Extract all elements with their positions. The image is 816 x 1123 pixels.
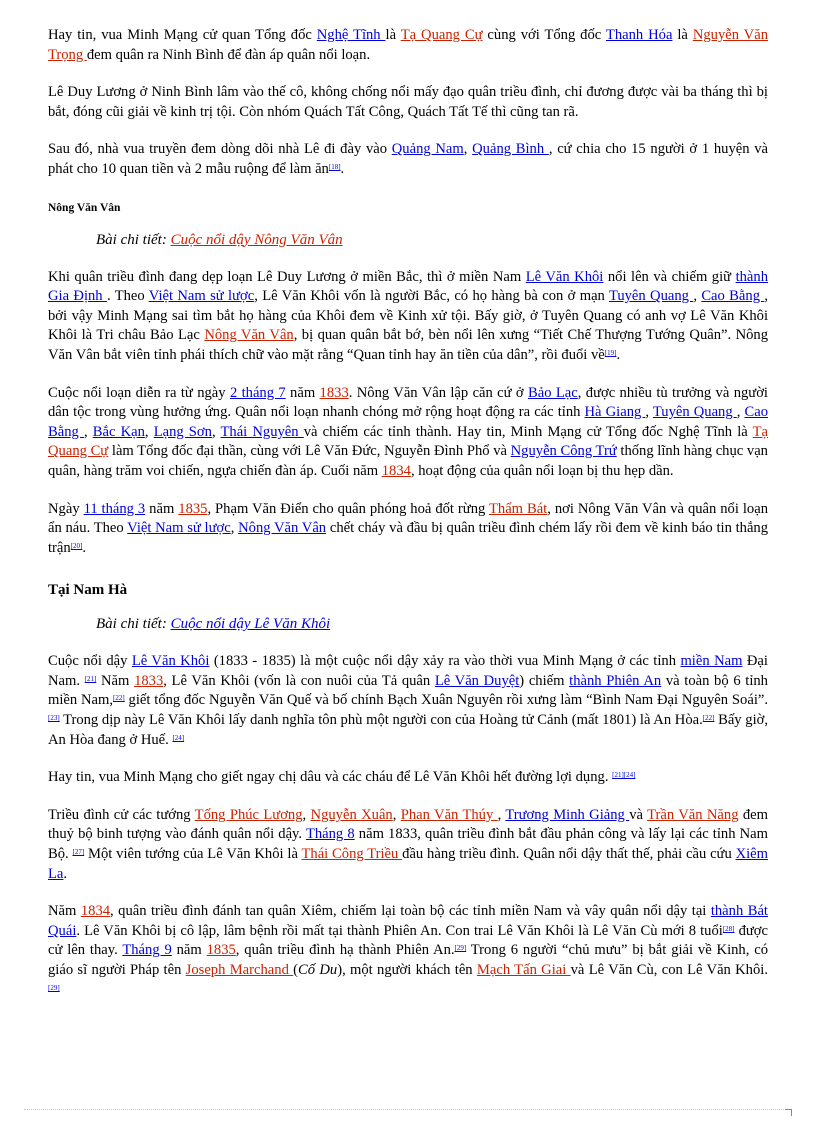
footnote-ref-19[interactable]: [19] [604, 348, 617, 357]
text: năm [171, 942, 207, 959]
text: Trong dịp này Lê Văn Khôi lấy danh nghĩa tôn phù một người con của Hoàng tử Cảnh (mất 1801) là An Hòa. [59, 712, 703, 729]
text: được cử lên thay. [48, 922, 768, 959]
footnote-ref-20[interactable]: [20] [70, 541, 83, 550]
text: giết tổng đốc Nguyễn Văn Quế và bố chính Bạch Xuân Nguyên rồi xưng làm “Bình Nam Đại Nguyên Soái”. [124, 692, 768, 709]
link-bac-kan[interactable]: Bắc Kạn [92, 423, 145, 440]
link-nguyen-xuan[interactable]: Nguyễn Xuân [310, 806, 393, 823]
page-footer-divider [24, 1109, 792, 1110]
text: , [463, 141, 473, 158]
footnote-ref-21[interactable]: [21] [84, 674, 97, 683]
link-cao-bang[interactable]: Cao Bằng [701, 288, 765, 305]
link-thang-9[interactable]: Tháng 9 [122, 942, 172, 959]
text: , Phạm Văn Điển cho quân phóng hoả đốt rừng [207, 500, 489, 517]
heading-nong-van-van: Nông Văn Vân [48, 201, 121, 214]
text: , [302, 806, 311, 823]
link-phan-van-thuy[interactable]: Phan Văn Thúy [400, 806, 498, 823]
footnote-ref-24[interactable]: [24] [172, 733, 185, 742]
link-1834[interactable]: 1834 [80, 903, 111, 920]
text: và [629, 806, 648, 823]
text: , [83, 423, 93, 440]
link-mien-nam[interactable]: miền Nam [680, 653, 743, 670]
text: Năm [48, 903, 81, 920]
link-cao-bang[interactable]: Cao Bằng [48, 404, 768, 440]
paragraph-siege-phien-an [48, 902, 768, 1000]
text: ( [293, 962, 299, 978]
text: năm [285, 384, 320, 401]
heading-tai-nam-ha: Tại Nam Hà [48, 582, 128, 599]
link-ta-quang-cu[interactable]: Tạ Quang Cự [400, 27, 483, 43]
detail-label: Bài chi tiết: [96, 616, 171, 633]
link-thai-cong-trieu[interactable]: Thái Công Triều [301, 846, 403, 863]
text: , được nhiều tù trưởng và người dân tộc trong vùng hưởng ứng. Quân nổi loạn nhanh chóng mở rộng hoạt động ra các tỉnh [48, 384, 768, 421]
detail-label: Bài chi tiết: [96, 231, 171, 248]
link-quang-binh[interactable]: Quảng Bình [472, 141, 549, 158]
text: . Nông Văn Vân lập căn cứ ở [348, 384, 529, 401]
text: , [645, 404, 653, 421]
link-2-thang-7[interactable]: 2 tháng 7 [229, 384, 286, 401]
document-page [48, 26, 768, 1000]
link-1833[interactable]: 1833 [134, 672, 164, 689]
paragraph-le-duy-luong [48, 83, 768, 122]
link-nong-van-van[interactable]: Nông Văn Vân [204, 327, 294, 344]
text: là [672, 27, 693, 43]
link-11-thang-3[interactable]: 11 tháng 3 [83, 500, 146, 517]
link-bao-lac[interactable]: Bảo Lạc [528, 384, 578, 401]
link-thanh-hoa[interactable]: Thanh Hóa [605, 27, 673, 43]
link-ta-quang-cu[interactable]: Tạ Quang Cự [48, 423, 769, 460]
link-ha-giang[interactable]: Hà Giang [584, 404, 646, 421]
link-cuoc-noi-day-le-van-khoi[interactable]: Cuộc nổi dậy Lê Văn Khôi [170, 616, 331, 633]
link-thanh-gia-dinh[interactable]: thành Gia Định [48, 268, 769, 305]
text: , [211, 423, 221, 440]
text: Cuộc nổi dậy [48, 653, 132, 670]
text: , bởi vậy Minh Mạng sai tìm bắt họ hàng của Khôi đem về Kinh xử tội. Bấy giờ, ở Tuyên Quang có anh vợ Lê Văn Khôi Khôi là Tri châu Bảo Lạc [48, 288, 768, 344]
footnote-ref-29[interactable]: [29] [48, 983, 60, 992]
paragraph-minh-mang-order [48, 768, 768, 788]
footnote-ref-23[interactable]: [23] [48, 714, 60, 723]
text: , [230, 520, 239, 537]
link-1835[interactable]: 1835 [206, 942, 236, 959]
text: (1833 - 1835) là một cuộc nổi dậy xảy ra vào thời vua Minh Mạng ở các tỉnh [209, 653, 681, 670]
text: . [63, 865, 68, 882]
text: , [392, 806, 401, 823]
link-joseph-marchand[interactable]: Joseph Marchand [185, 962, 294, 978]
text: Ngày [48, 500, 84, 517]
text: ), một người khách tên [337, 962, 477, 978]
link-thanh-phien-an[interactable]: thành Phiên An [569, 672, 662, 689]
link-le-van-duyet[interactable]: Lê Văn Duyệt [434, 672, 520, 689]
link-1835[interactable]: 1835 [178, 500, 208, 517]
link-lang-son[interactable]: Lạng Sơn [153, 423, 212, 440]
text: Đại Nam. [48, 653, 768, 689]
footnote-ref-28[interactable]: [28] [722, 924, 735, 933]
link-viet-nam-su-luoc[interactable]: Việt Nam sử lược [127, 520, 231, 537]
paragraph-generals [48, 806, 768, 884]
link-tong-phuc-luong[interactable]: Tống Phúc Lương [194, 806, 303, 823]
text: năm [145, 500, 179, 517]
text: Sau đó, nhà vua truyền đem dòng dõi nhà Lê đi đày vào [48, 141, 392, 158]
page-corner-mark [785, 1109, 792, 1116]
text: , hoạt động của quân nổi loạn bị thu hẹp dần. [410, 462, 674, 479]
link-thang-8[interactable]: Tháng 8 [305, 826, 355, 843]
text: ) chiếm [519, 672, 570, 689]
text: làm Tổng đốc đại thần, cùng với Lê Văn Đức, Nguyễn Đình Phổ và [108, 443, 511, 460]
link-nguyen-cong-tru[interactable]: Nguyễn Công Trứ [510, 443, 617, 460]
text: . [616, 346, 621, 363]
link-1834[interactable]: 1834 [381, 462, 411, 479]
link-xiem-la[interactable]: Xiêm La [48, 846, 769, 882]
paragraph-le-van-khoi-revolt [48, 652, 768, 750]
text: , bị quan quân bắt bớ, bèn nổi lên xưng “Tiết Chế Thượng Tướng Quân”. Nông Văn Vân bắt viên tỉnh phái thích chữ vào mặt rằng “Quan tỉnh hay ăn tiền của dân”, rồi đuổi về [48, 327, 769, 363]
text: , [144, 423, 154, 440]
text: Hay tin, vua Minh Mạng cho giết ngay chị dâu và các cháu để Lê Văn Khôi hết đường lợi dụng. [48, 769, 613, 786]
paragraph-uprising-spread [48, 384, 768, 482]
text: và chiếm các tỉnh thành. Hay tin, Minh Mạng cử Tổng đốc Nghệ Tĩnh là [303, 423, 753, 440]
text: , [736, 404, 745, 421]
text: đầu hàng triều đình. Quân nổi dậy thất thế, phải cầu cứu [402, 846, 736, 863]
link-tuyen-quang[interactable]: Tuyên Quang [608, 288, 694, 305]
text: , quân triều đình hạ thành Phiên An. [235, 942, 455, 959]
text: , [693, 288, 702, 305]
text: Năm [96, 672, 135, 689]
text: thống lĩnh hàng chục vạn quân, hàng trăm voi chiến, ngựa chiến đàn áp. Cuối năm [48, 443, 768, 479]
text: đem thuỷ bộ binh tượng vào đánh quân nổi dậy. [48, 806, 769, 843]
detail-note-nong-van-van [48, 230, 768, 250]
link-1833[interactable]: 1833 [319, 384, 349, 401]
text: Hay tin, vua Minh Mạng cử quan Tổng đốc [48, 27, 317, 43]
paragraph-minh-mang-dispatch [48, 26, 768, 65]
text: Bấy giờ, An Hòa đang ở Huế. [48, 712, 768, 748]
text: chết cháy và đầu bị quân triều đình chém lấy rồi đem về kinh báo tin thắng trận [48, 520, 769, 556]
link-le-van-khoi[interactable]: Lê Văn Khôi [131, 653, 210, 670]
text: . Lê Văn Khôi bị cô lập, lâm bệnh rồi mất tại thành Phiên An. Con trai Lê Văn Khôi là Lê Văn Cù mới 8 tuổi [76, 922, 723, 939]
text: Trong 6 người “chủ mưu” bị bắt giải về Kinh, có giáo sĩ người Pháp tên [48, 942, 768, 978]
text: Triều đình cử các tướng [48, 806, 195, 823]
footnote-ref-29[interactable]: [29] [454, 944, 467, 953]
link-cuoc-noi-day-nong-van-van[interactable]: Cuộc nổi dậy Nông Văn Vân [170, 231, 343, 248]
link-mach-tan-giai[interactable]: Mạch Tấn Giai [476, 962, 571, 978]
link-truong-minh-giang[interactable]: Trương Minh Giảng [505, 806, 630, 823]
text: nổi lên và chiếm giữ [603, 268, 736, 285]
text: cùng với Tổng đốc [482, 27, 606, 43]
text: , nơi Nông Văn Vân và quân nổi loạn ẩn náu. Theo [48, 500, 768, 537]
text: và toàn bộ 6 tỉnh miền Nam, [48, 672, 768, 709]
text: , [497, 806, 506, 823]
text: là [385, 27, 401, 43]
footnote-ref-27[interactable]: [27] [72, 848, 85, 857]
text: đem quân ra Ninh Bình để đàn áp quân nổi loạn. [86, 46, 371, 63]
text: Khi quân triều đình đang dẹp loạn Lê Duy Lương ở miền Bắc, thì ở miền Nam [48, 268, 526, 285]
link-nghe-tinh[interactable]: Nghệ Tĩnh [316, 27, 386, 43]
paragraph-tham-bat [48, 500, 768, 559]
paragraph-le-van-khoi-rise [48, 268, 768, 366]
text-co-du: Cố Du [298, 962, 338, 978]
footnote-ref-22[interactable]: [22] [702, 714, 715, 723]
text: , Lê Văn Khôi vốn là người Bắc, có họ hàng bà con ở mạn [254, 288, 609, 305]
text: . Theo [106, 288, 149, 305]
link-tuyen-quang[interactable]: Tuyên Quang [652, 404, 737, 421]
text: , cứ chia cho 15 người ở 1 huyện và phát cho 10 quan tiền và 2 mẫu ruộng để làm ăn [48, 141, 768, 177]
text: . [82, 539, 87, 556]
link-nong-van-van[interactable]: Nông Văn Vân [238, 520, 327, 537]
paragraph-exile [48, 140, 768, 179]
footnote-ref-18[interactable]: [18] [328, 162, 341, 171]
footnote-ref-22[interactable]: [22] [113, 694, 125, 703]
link-nguyen-van-trong[interactable]: Nguyễn Văn Trọng [48, 27, 768, 63]
footnote-ref-21-24[interactable]: [21][24] [612, 771, 636, 780]
text: Lê Duy Lương ở Ninh Bình lâm vào thế cô, không chống nổi mấy đạo quân triều đình, chỉ đương được vài ba tháng thì bị bắt, đóng cũi giải về kinh trị tội. Còn nhóm Quách Tất Công, Quách Tất Tế thì cũng tan rã. [48, 84, 768, 120]
link-thai-nguyen[interactable]: Thái Nguyên [220, 423, 304, 440]
link-le-van-khoi[interactable]: Lê Văn Khôi [525, 268, 604, 285]
text: năm 1833, quân triều đình bắt đầu phản công và lấy lại các tỉnh Nam Bộ. [48, 826, 769, 863]
text: . [340, 160, 345, 177]
text: Một viên tướng của Lê Văn Khôi là [84, 846, 302, 863]
text: , Lê Văn Khôi (vốn là con nuôi của Tả quân [163, 672, 435, 689]
link-quang-nam[interactable]: Quảng Nam [391, 141, 464, 158]
text: và Lê Văn Cù, con Lê Văn Khôi. [570, 962, 768, 978]
detail-note-le-van-khoi [48, 614, 768, 634]
text: Cuộc nổi loạn diễn ra từ ngày [48, 384, 230, 401]
link-tham-bat[interactable]: Thẩm Bát [488, 500, 548, 517]
link-tran-van-nang[interactable]: Trần Văn Năng [647, 806, 739, 823]
link-viet-nam-su-luoc[interactable]: Việt Nam sử lược [148, 288, 255, 305]
link-thanh-bat-quai[interactable]: thành Bát Quái [48, 903, 768, 939]
text: , quân triều đình đánh tan quân Xiêm, chiếm lại toàn bộ các tỉnh miền Nam và vây quân nổi dậy tại [110, 903, 711, 920]
